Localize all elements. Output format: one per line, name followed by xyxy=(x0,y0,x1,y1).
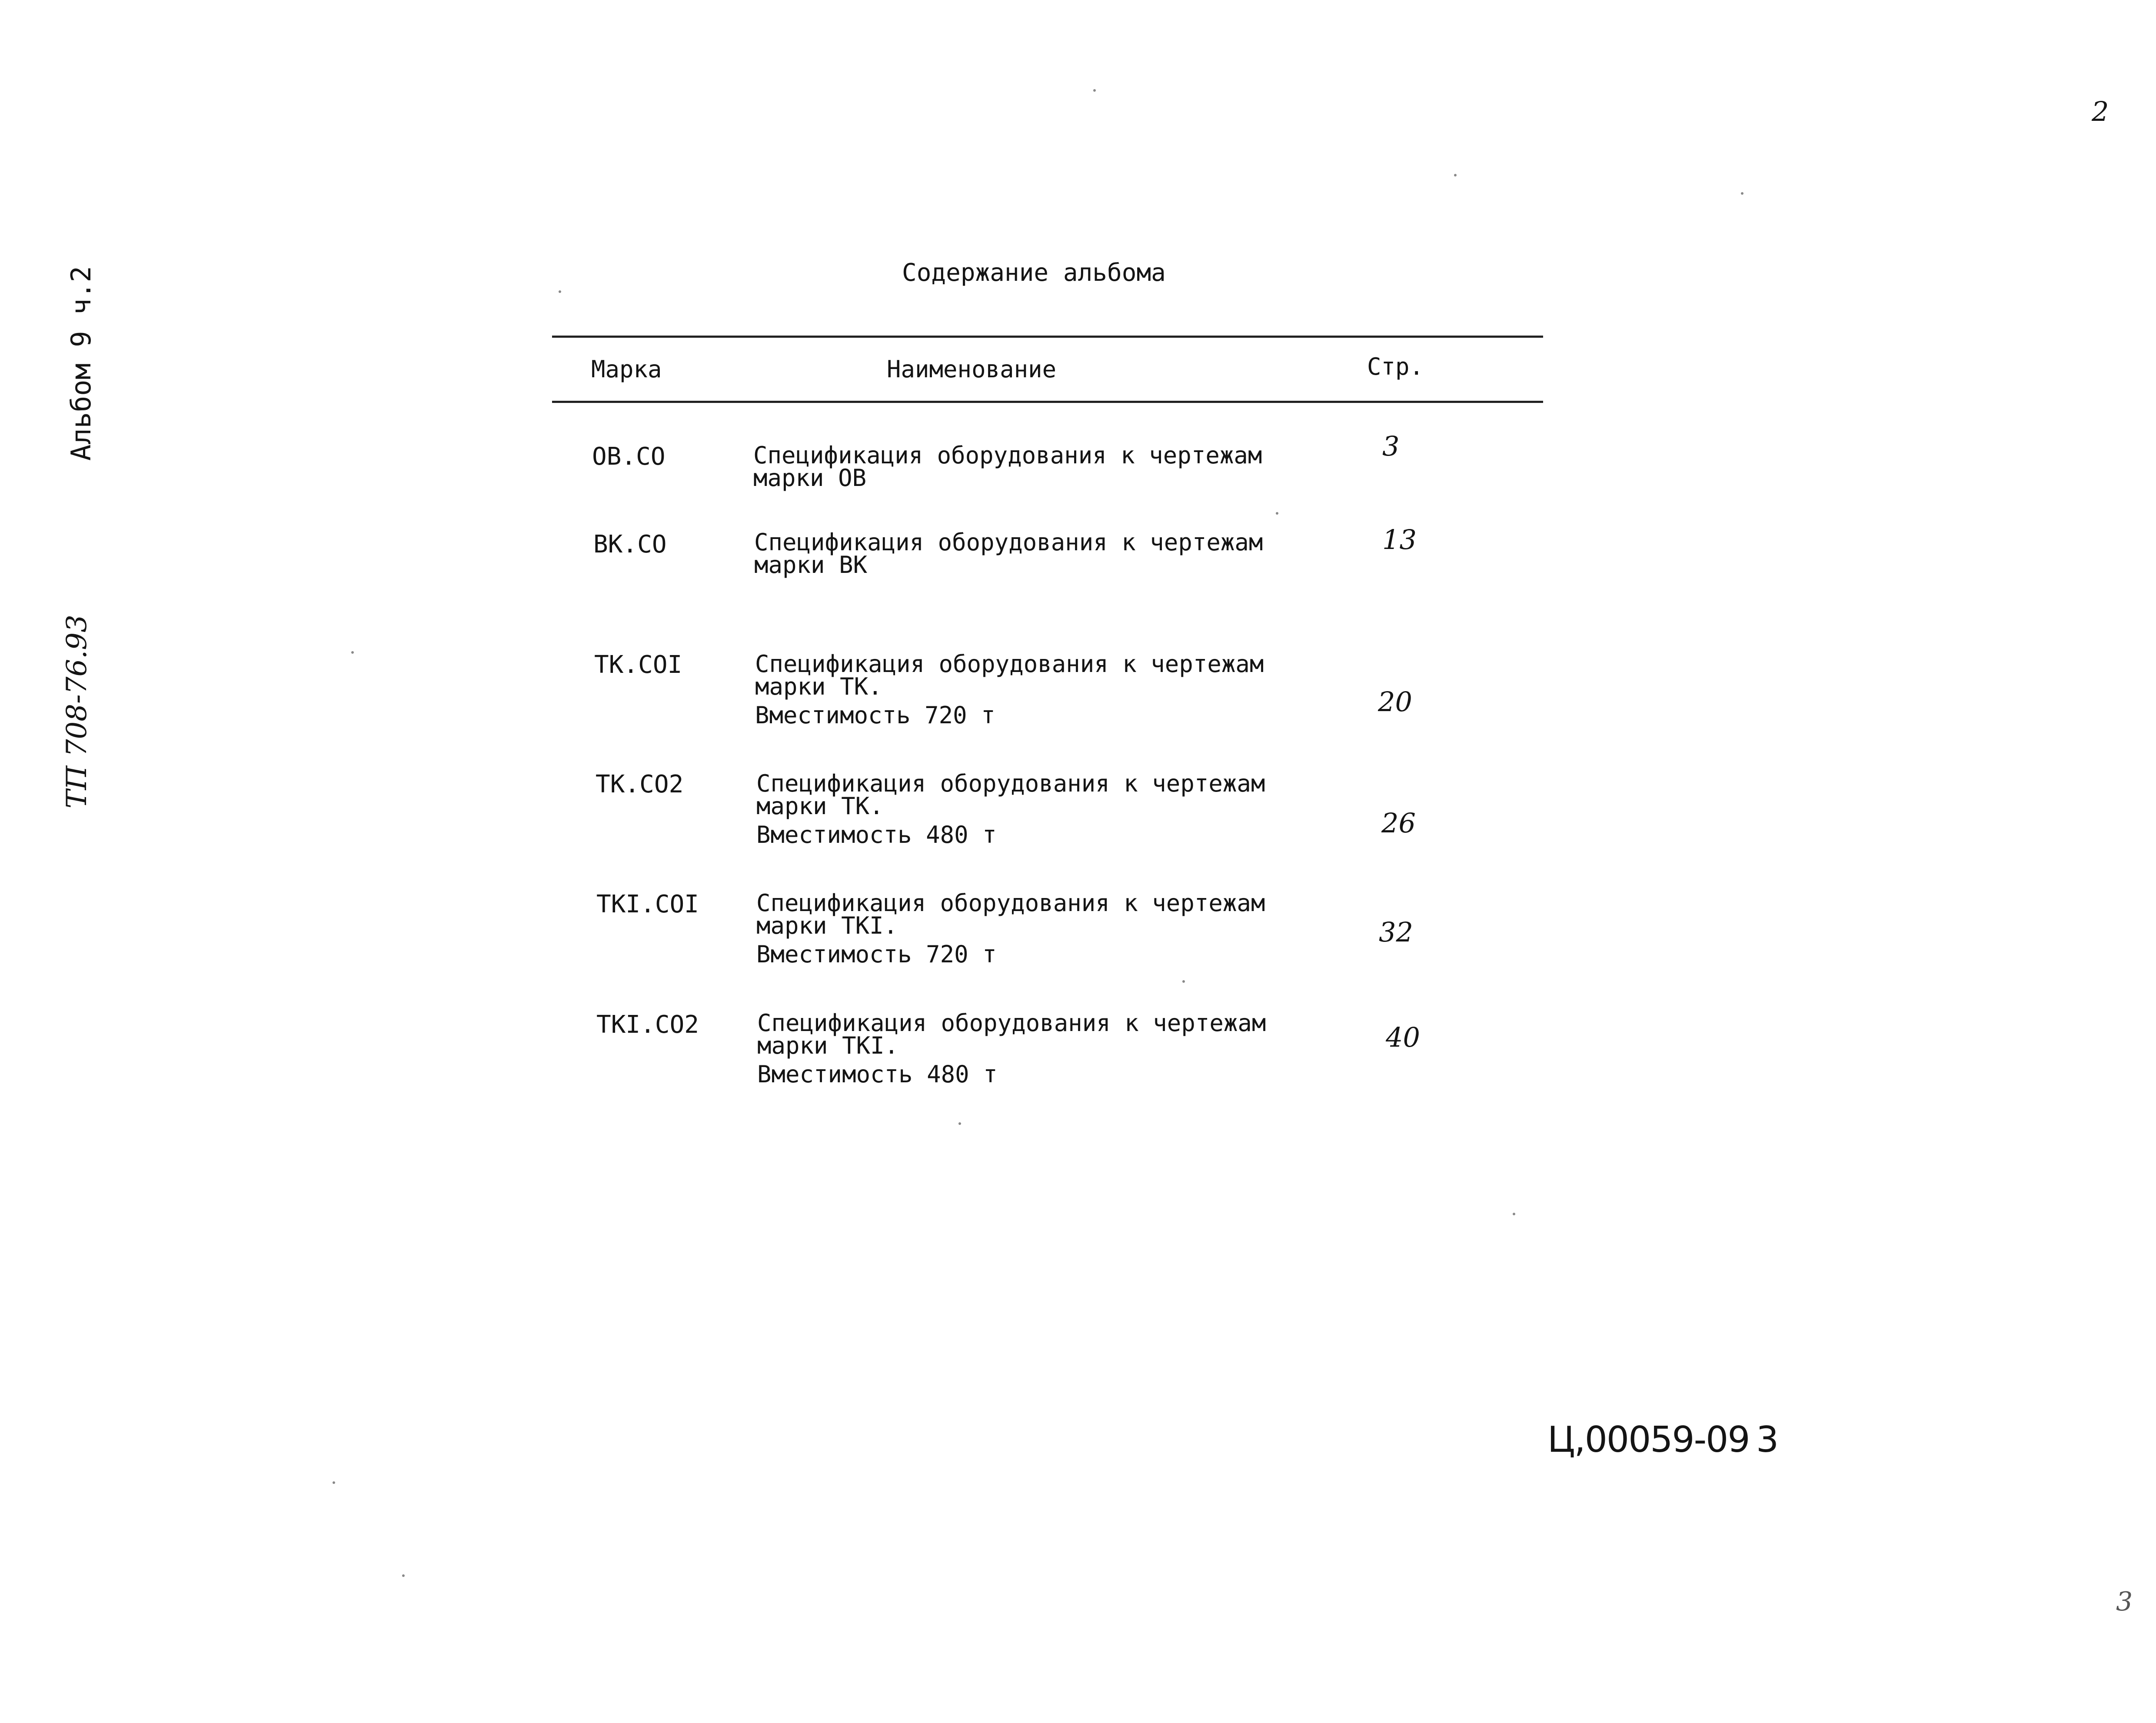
row-mark: ВК.СО xyxy=(593,530,667,559)
row-page: 13 xyxy=(1382,524,1417,555)
header-name: Наименование xyxy=(887,356,1057,383)
table-header-rule xyxy=(552,401,1543,403)
row-name-line1: Спецификация оборудования к чертежам xyxy=(755,650,1264,678)
stamp-code: Ц,00059-09 xyxy=(1547,1419,1750,1460)
row-page: 26 xyxy=(1381,807,1416,839)
side-label-project-code: ТП 708-76.93 xyxy=(61,615,93,808)
row-description xyxy=(753,442,1262,492)
scan-speck xyxy=(351,651,354,654)
scan-speck xyxy=(1454,174,1457,176)
scan-speck xyxy=(1093,89,1096,92)
scan-speck xyxy=(333,1481,335,1484)
row-mark: ТКI.СО2 xyxy=(596,1011,699,1039)
row-description xyxy=(756,772,1265,846)
document-title: Содержание альбома xyxy=(902,259,1166,287)
row-capacity: Вместимость 480 т xyxy=(756,821,997,848)
scan-speck xyxy=(1182,980,1185,983)
row-description xyxy=(757,1009,1266,1088)
row-name-line1: Спецификация оборудования к чертежам xyxy=(756,770,1265,797)
scan-speck xyxy=(958,1122,961,1125)
row-name-line2: марки ОВ xyxy=(753,464,867,492)
row-capacity: Вместимость 720 т xyxy=(756,941,997,968)
header-page: Стр. xyxy=(1367,353,1424,380)
header-mark: Марка xyxy=(591,356,662,383)
row-description xyxy=(755,650,1264,729)
table-top-rule xyxy=(552,336,1543,338)
scan-speck xyxy=(559,290,561,293)
row-name-line2: марки ТКI. xyxy=(757,1032,899,1059)
row-page: 3 xyxy=(1382,430,1400,462)
row-name-line1: Спецификация оборудования к чертежам xyxy=(754,529,1263,556)
row-name-line1: Спецификация оборудования к чертежам xyxy=(753,442,1262,469)
row-page: 20 xyxy=(1378,686,1412,718)
scan-speck xyxy=(1276,512,1278,515)
row-mark: ТКI.СОI xyxy=(596,890,699,918)
row-mark: ТК.СОI xyxy=(594,651,682,679)
scan-speck xyxy=(1741,192,1743,195)
row-name-line2: марки ВК xyxy=(754,551,868,579)
row-capacity: Вместимость 480 т xyxy=(757,1061,998,1088)
scan-speck xyxy=(1513,1213,1515,1215)
side-label-album: Альбом 9 ч.2 xyxy=(65,266,97,461)
row-capacity: Вместимость 720 т xyxy=(755,702,995,729)
row-name-line2: марки ТК. xyxy=(755,673,882,700)
row-name-line1: Спецификация оборудования к чертежам xyxy=(757,1009,1266,1037)
row-description xyxy=(754,529,1263,579)
scan-speck xyxy=(402,1574,405,1577)
row-description xyxy=(756,889,1265,968)
row-mark: ТК.СО2 xyxy=(596,770,684,798)
row-page: 40 xyxy=(1386,1021,1420,1053)
row-mark: ОВ.СО xyxy=(592,442,665,471)
row-name-line1: Спецификация оборудования к чертежам xyxy=(756,889,1265,917)
page-number-top: 2 xyxy=(2092,96,2109,127)
page-number-bottom: 3 xyxy=(2116,1587,2133,1617)
stamp-sheet-number: 3 xyxy=(1756,1419,1779,1460)
row-name-line2: марки ТКI. xyxy=(756,912,898,939)
row-name-line2: марки ТК. xyxy=(756,792,884,820)
row-page: 32 xyxy=(1379,916,1413,948)
